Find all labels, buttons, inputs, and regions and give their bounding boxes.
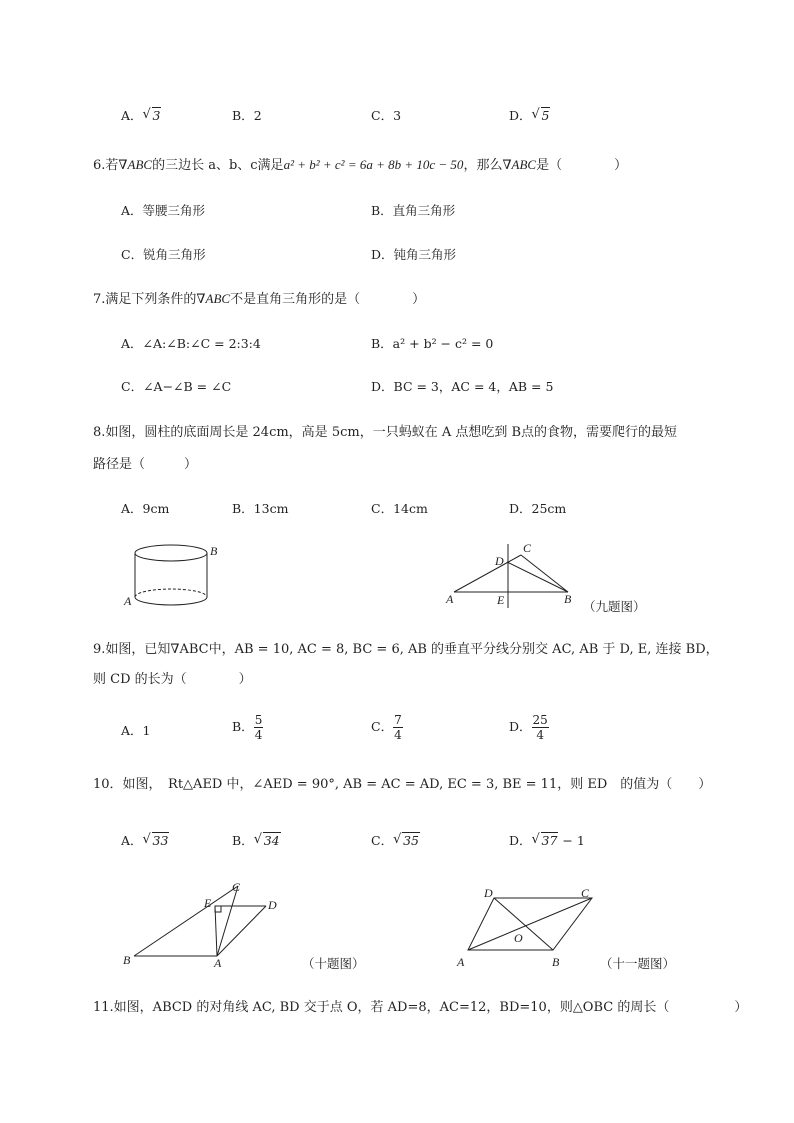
point-label-c: C [232,880,241,894]
q9-option-c [371,713,403,742]
equation: a² + b² + c² = 6a + 8b + 10c − 50 [283,157,464,172]
question-number: 6. [93,158,106,173]
fraction [393,713,403,742]
fig11-caption: （十一题图） [600,956,676,971]
q6-option-d: D．钝角三角形 [371,247,457,262]
denominator: 4 [254,728,263,742]
stem-text: 满足下列条件的 [105,292,197,307]
option-label: B． [232,833,254,848]
option-suffix: − 1 [558,833,585,848]
point-label-b: B [552,955,560,969]
q7-option-b: B．a² + b² − c² = 0 [371,336,494,351]
q8-option-d: D．25cm [509,501,567,516]
sqrt-symbol [143,832,170,850]
stem-text: ，那么 [463,158,503,173]
point-label-a: A [214,956,222,968]
cylinder-bottom-front [135,597,207,605]
q7-option-d: D．BC = 3，AC = 4，AB = 5 [371,379,554,394]
q10-option-c [371,832,420,850]
denominator: 4 [536,728,544,742]
sqrt-symbol [254,832,281,850]
cylinder-figure [120,538,230,610]
q8-option-a: A．9cm [121,501,170,516]
radicand: 35 [403,833,419,848]
option-label: C． [371,719,394,734]
sqrt-symbol [532,832,559,850]
q10-option-d [509,832,585,850]
q7-option-a: A．∠A:∠B:∠C = 2:3:4 [121,336,261,351]
radicand: 5 [541,108,550,123]
diagonal-bd [494,898,553,950]
q8-option-c: C．14cm [371,501,428,516]
option-label: D． [509,108,532,123]
option-value: 2 [253,108,262,123]
option-label: A． [121,723,143,738]
right-angle-marker [215,906,221,912]
point-label-b: B [210,544,218,558]
stem-text: 不是直角三角形的是（ ） [230,292,426,307]
numerator: 7 [394,713,402,727]
fig10-triangle [118,876,288,968]
q10-option-b [232,832,281,850]
fraction [254,713,264,742]
sqrt-symbol [143,107,162,125]
segment-ac [454,555,521,592]
point-label-a: A [446,592,454,606]
radicand: 34 [263,833,280,848]
option-label: A． [121,833,143,848]
point-label-d: D [495,554,504,568]
option-label: D． [509,719,532,734]
segment-cb [521,555,568,592]
triangle-symbol: ∇ABC [502,157,537,172]
point-label-a: A [457,955,465,969]
q5-option-d [509,107,550,125]
segment-ea [215,906,217,956]
q6-option-a: A．等腰三角形 [121,203,206,218]
q7-stem [93,290,425,309]
point-label-e: E [204,896,212,910]
fig9-triangle [440,540,580,612]
cylinder-top-ellipse [135,545,207,561]
q10-option-a [121,832,169,850]
stem-text: 是（ ） [536,158,628,173]
numerator: 5 [254,713,263,727]
fraction [532,713,549,742]
q9-stem-line2: 则 CD 的长为（ ） [93,672,252,687]
option-label: B． [232,719,254,734]
fig9-caption: （九题图） [583,599,646,614]
triangle-symbol: ∇ABC [196,291,231,306]
triangle-symbol: ∇ABC [118,157,153,172]
radicand: 33 [152,833,169,848]
point-label-c: C [523,541,532,555]
option-label: C． [371,833,394,848]
q8-stem-line2: 路径是（ ） [93,457,198,472]
q6-option-b: B．直角三角形 [371,203,456,218]
q5-option-b [232,107,262,125]
radicand: 37 [541,833,558,848]
cylinder-bottom-back [135,589,207,597]
segment-bc [134,886,238,956]
q9-option-b [232,713,263,742]
question-number: 7. [93,292,106,307]
point-label-o: O [514,931,523,945]
q11-stem: 11.如图，ABCD 的对角线 AC, BD 交于点 O，若 AD=8，AC=12，BD=10，则△OBC 的周长（ ） [93,1000,748,1015]
q7-option-c: C．∠A−∠B = ∠C [121,379,232,394]
option-value: 3 [393,108,402,123]
point-label-d: D [484,886,493,900]
stem-text: 若 [105,158,119,173]
option-label: A． [121,108,143,123]
point-label-c: C [581,886,590,900]
point-label-a: A [124,594,132,608]
point-label-b: B [123,953,131,967]
option-label: C． [371,108,394,123]
point-label-b: B [564,592,572,606]
q10-stem: 10．如图， Rt△AED 中，∠AED = 90°, AB = AC = AD, EC = 3, BE = 11，则 ED 的值为（ ） [93,777,712,792]
option-value: 1 [142,723,151,738]
fig11-parallelogram [452,878,607,970]
q9-stem-line1: 9.如图，已知∇ABC中，AB = 10, AC = 8, BC = 6, AB 的垂直平分线分别交 AC, AB 于 D, E, 连接 BD， [93,642,719,657]
q5-option-c [371,107,401,125]
q5-option-a [121,107,161,125]
denominator: 4 [394,728,402,742]
sqrt-symbol [393,832,420,850]
q6-stem [93,156,627,175]
segment-db [507,562,568,592]
q9-option-d [509,713,549,742]
q6-option-c: C．锐角三角形 [121,247,206,262]
q8-stem-line1: 8.如图，圆柱的底面周长是 24cm，高是 5cm，一只蚂蚁在 A 点想吃到 B点的食物，需要爬行的最短 [93,425,678,440]
fig10-caption: （十题图） [302,956,365,971]
option-label: D． [509,833,532,848]
stem-text: 的三边长 a、b、c满足 [152,158,284,173]
point-label-e: E [497,593,505,607]
q8-option-b: B．13cm [232,501,289,516]
sqrt-symbol [532,107,551,125]
point-label-d: D [268,898,277,912]
q9-option-a [121,722,150,740]
numerator: 25 [532,713,548,727]
option-label: B． [232,108,254,123]
diagonal-ac [468,898,592,950]
radicand: 3 [152,108,161,123]
